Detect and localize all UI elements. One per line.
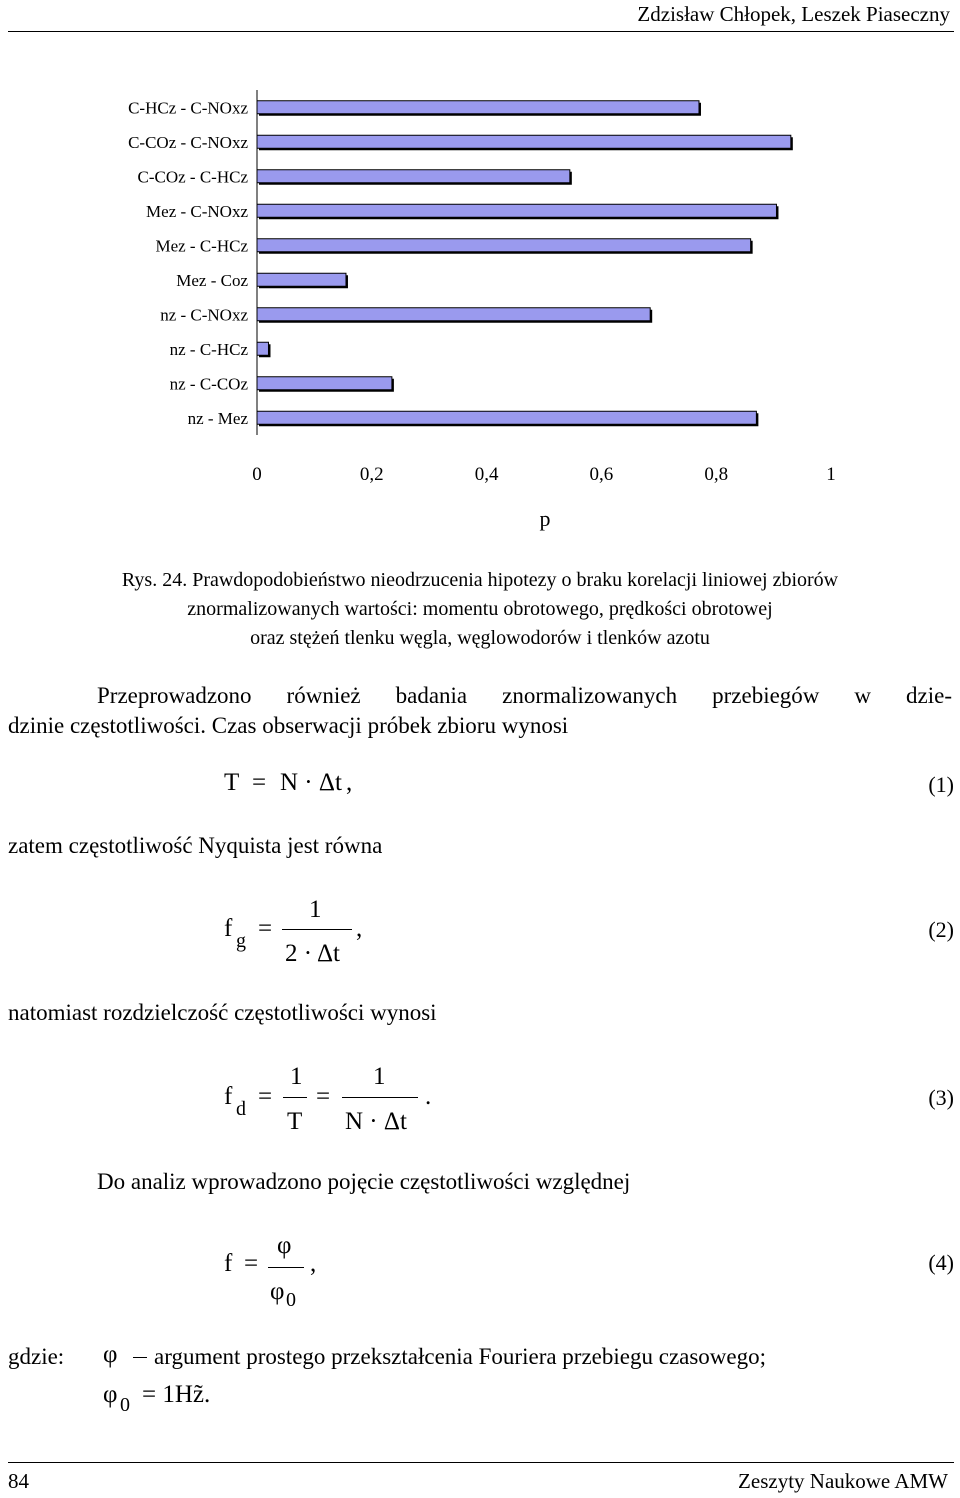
chart-bar [257,135,791,148]
paragraph-3: natomiast rozdzielczość częstotliwości wynosi [8,1000,437,1025]
chart-category-label: nz - C-NOxz [160,305,248,325]
chart-x-axis-label: p [539,506,551,531]
eq3-period: . [425,1083,432,1110]
footer-rule [8,1462,954,1463]
eq1-equals: = [252,769,267,796]
eq3-denominator-1: T [287,1108,303,1135]
chart-category-label: Mez - C-HCz [155,236,248,256]
chart-tick-label: 1 [826,464,836,485]
eq3-numerator-1: 1 [290,1063,303,1090]
chart-bar [257,342,268,355]
chart-category-label: C-HCz - C-NOxz [128,98,248,118]
chart-bar [257,377,392,390]
eq2-equals: = [258,915,273,942]
eq4-denominator-subscript: 0 [286,1289,296,1311]
eq3-number: (3) [928,1085,954,1110]
eq4-comma: , [310,1250,317,1277]
figure-caption-line-3: oraz stężeń tlenku węgla, węglowodorów i tlenków azotu [250,627,710,649]
page-number: 84 [8,1469,29,1493]
eq2-fraction-bar [282,929,352,930]
eq4-number: (4) [928,1250,954,1275]
eq1-number: (1) [928,772,954,797]
eq3-fraction-bar-2 [342,1097,418,1098]
running-header: Zdzisław Chłopek, Leszek Piaseczny [637,2,950,26]
header-rule [8,31,954,32]
chart-tick-label: 0,2 [359,464,384,485]
where-label: gdzie: [8,1344,65,1369]
chart-category-labels [128,98,248,428]
eq1-lhs: T [224,769,240,796]
chart-bar [257,170,570,183]
where-dash [133,1357,147,1358]
chart-bar [257,273,346,286]
paragraph-4: Do analiz wprowadzono pojęcie częstotliwości względnej [97,1169,631,1194]
eq3-denominator-2: N · Δt [345,1108,407,1135]
phi0-value: = 1Hz̃. [142,1381,211,1408]
eq4-numerator: φ [277,1232,292,1259]
chart-tick-label: 0 [252,464,262,485]
eq3-equals-2: = [316,1083,331,1110]
chart-bar [257,101,699,114]
chart-category-label: C-COz - C-NOxz [128,132,248,152]
chart-category-label: nz - C-COz [169,374,248,394]
chart-category-label: Mez - Coz [176,270,248,290]
eq4-f: f [224,1250,233,1277]
paragraph-1-line-1: Przeprowadzono również badania znormalizowanych przebiegów w dzie- [97,683,952,708]
chart-tick-label: 0,6 [589,464,614,485]
eq3-f: f [224,1083,233,1110]
where-phi-symbol: φ [103,1341,118,1368]
eq2-number: (2) [928,917,954,942]
eq2-f: f [224,915,233,942]
eq2-comma: , [356,915,363,942]
eq1-rhs: N · Δt [280,769,342,796]
paragraph-1-line-2: dzinie częstotliwości. Czas obserwacji próbek zbioru wynosi [8,713,569,738]
figure-caption-line-2: znormalizowanych wartości: momentu obrotowego, prędkości obrotowej [187,598,773,620]
chart-bar [257,204,776,217]
chart-tick-labels [252,464,836,485]
journal-name: Zeszyty Naukowe AMW [738,1469,948,1493]
eq4-equals: = [244,1250,259,1277]
chart-category-label: nz - C-HCz [169,339,248,359]
bar-chart [0,80,960,620]
paragraph-2: zatem częstotliwość Nyquista jest równa [8,833,383,858]
chart-category-label: Mez - C-NOxz [146,201,248,221]
eq3-equals-1: = [258,1083,273,1110]
eq3-numerator-2: 1 [373,1063,386,1090]
eq4-denominator: φ [270,1278,285,1305]
chart-bar [257,239,751,252]
phi0-symbol: φ [103,1381,118,1408]
eq2-numerator: 1 [309,896,322,923]
eq2-denominator: 2 · Δt [285,940,340,967]
chart-bar [257,411,756,424]
chart-category-label: C-COz - C-HCz [137,167,248,187]
eq3-fraction-bar-1 [283,1097,307,1098]
phi0-subscript: 0 [120,1394,130,1416]
where-description: argument prostego przekształcenia Fouriera przebiegu czasowego; [154,1344,767,1369]
eq3-subscript: d [236,1098,246,1120]
figure-caption-line-1: Rys. 24. Prawdopodobieństwo nieodrzucenia hipotezy o braku korelacji liniowej zbiorów [121,569,839,591]
chart-bar [257,308,650,321]
eq2-subscript: g [236,930,246,952]
chart-bars [257,101,793,427]
chart-tick-label: 0,8 [704,464,729,485]
chart-category-label: nz - Mez [187,408,248,428]
chart-tick-label: 0,4 [474,464,499,485]
eq1-comma: , [346,769,353,796]
eq4-fraction-bar [268,1267,304,1268]
